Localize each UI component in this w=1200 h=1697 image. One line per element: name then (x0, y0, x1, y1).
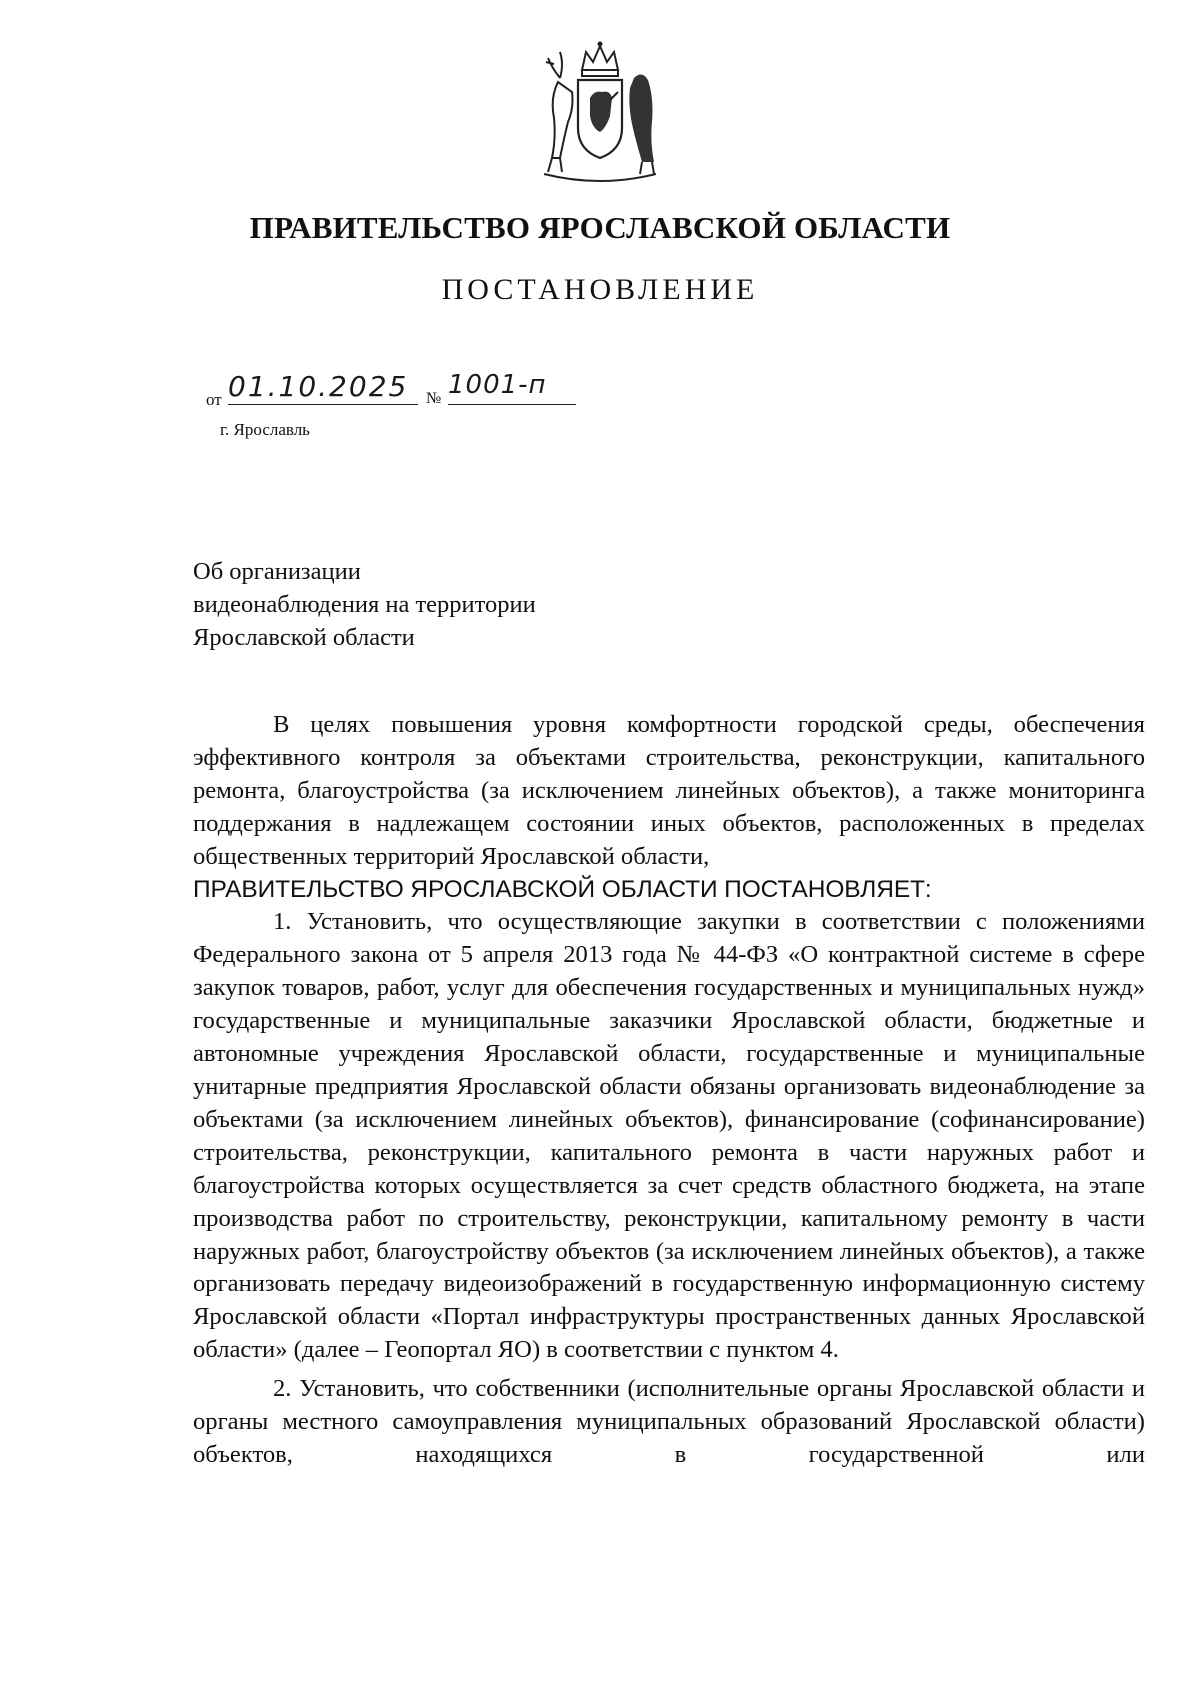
item-1-paragraph: 1. Установить, что осуществляющие закупки в соответствии с положениями Федерального закона от 5 апреля 2013 года № 44-ФЗ «О контрактной системе в сфере закупок товаров, работ, услуг для обеспечения государственных и муниципальных нужд» государственные и муниципальные заказчики Ярославской области, бюджетные и автономные учреждения Ярославской области, государственные и муниципальные унитарные предприятия Ярославской области обязаны организовать видеонаблюдение за объектами (за исключением линейных объектов), финансирование (софинансирование) строительства, реконструкции, капитального ремонта в части наружных работ и благоустройства которых осуществляется за счет средств областного бюджета, на этапе производства работ по строительству, реконструкции, капитальному ремонту в части наружных работ, благоустройству объектов (за исключением линейных объектов), а также организовать передачу видеоизображений в государственную информационную систему Ярославской области «Портал инфраструктуры пространственных данных Ярославской области» (далее – Геопортал ЯО) в соответствии с пунктом 4. (193, 908, 1145, 1364)
document-details (206, 370, 626, 418)
document-subject (193, 555, 793, 654)
coat-of-arms-icon (530, 38, 670, 188)
preamble-paragraph: В целях повышения уровня комфортности городской среды, обеспечения эффективного контроля за объектами строительства, реконструкции, капитального ремонта, благоустройства (за исключением линейных объектов), а также мониторинга поддержания в надлежащем состоянии иных объектов, расположенных в пределах общественных территорий Ярославской области, (193, 711, 1145, 870)
date-prefix: от (206, 390, 222, 409)
document-body (193, 709, 1145, 1472)
subject-line: видеонаблюдения на территории (193, 591, 536, 618)
document-type-title: ПОСТАНОВЛЕНИЕ (441, 273, 759, 306)
document-number: 1001-п (448, 370, 576, 405)
city: г. Ярославль (220, 420, 310, 439)
subject-line: Ярославской области (193, 624, 415, 651)
decree-statement: ПРАВИТЕЛЬСТВО ЯРОСЛАВСКОЙ ОБЛАСТИ ПОСТАНОВЛЯЕТ: (193, 875, 932, 903)
number-label: № (426, 390, 442, 407)
subject-line: Об организации (193, 558, 361, 585)
document-date: 01.10.2025 (228, 370, 418, 405)
organization-title: ПРАВИТЕЛЬСТВО ЯРОСЛАВСКОЙ ОБЛАСТИ (249, 210, 951, 245)
item-2-paragraph: 2. Установить, что собственники (исполнительные органы Ярославской области и органы местного самоуправления муниципальных образований Ярославской области) объектов, находящихся в государственной или (193, 1375, 1145, 1468)
